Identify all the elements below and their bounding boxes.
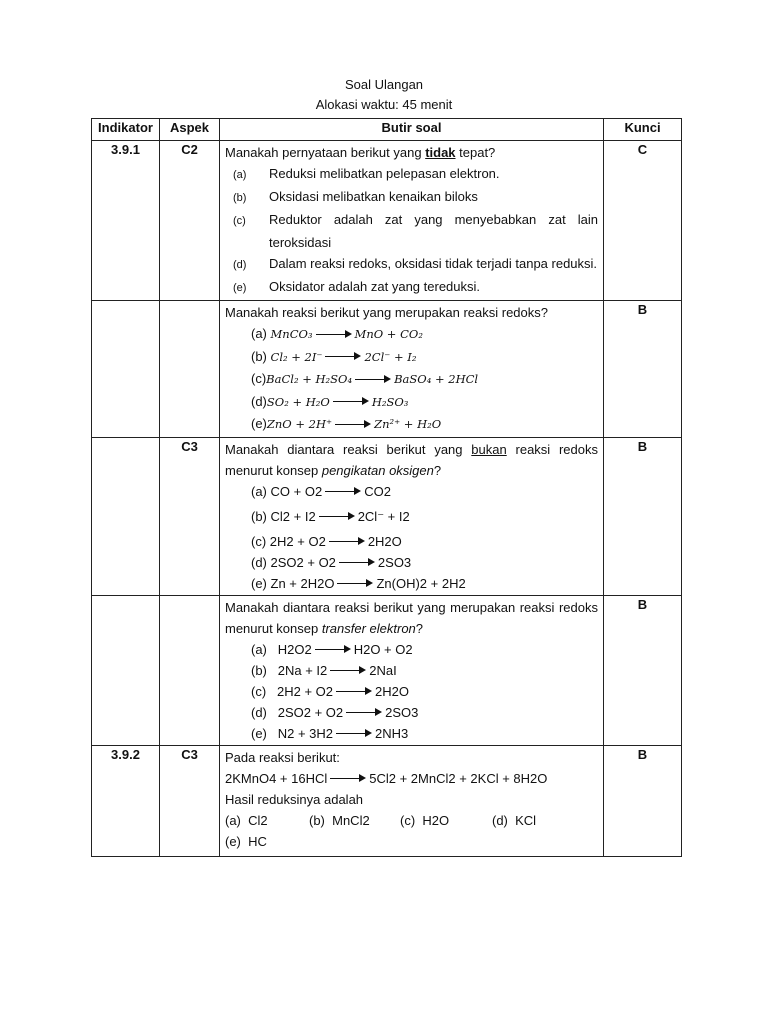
question-part: Manakah diantara reaksi berikut yang bbox=[225, 441, 472, 457]
option-label: (e) bbox=[251, 416, 267, 431]
equation-products: 2SO3 bbox=[377, 554, 412, 570]
option-d bbox=[225, 702, 598, 723]
option-label: (d) bbox=[251, 704, 267, 720]
option-text: Dalam reaksi redoks, oksidasi tidak terjadi tanpa reduksi. bbox=[269, 256, 598, 271]
document-title: Soal Ulangan bbox=[344, 77, 424, 92]
question-part: Manakah pernyataan berikut yang bbox=[225, 145, 426, 160]
equation-products: Zn(OH)2 + 2H2 bbox=[376, 575, 466, 591]
equation-products: 2NH3 bbox=[375, 725, 409, 741]
option-text: HC bbox=[248, 833, 267, 849]
option-label: (a) bbox=[225, 812, 241, 828]
option-text: Reduksi melibatkan pelepasan elektron. bbox=[269, 166, 500, 181]
kunci-cell: B bbox=[604, 437, 682, 595]
equation-reactants: BaCl₂ + H₂SO₄ bbox=[266, 372, 353, 386]
option-c bbox=[400, 810, 492, 831]
indikator-cell bbox=[92, 437, 160, 595]
option-a bbox=[225, 163, 598, 186]
question-part: Manakah diantara reaksi berikut yang merupakan reaksi redoks menurut konsep bbox=[225, 599, 598, 636]
concept-term: transfer elektron bbox=[321, 620, 416, 636]
option-label: (d) bbox=[492, 812, 508, 828]
arrow-icon bbox=[329, 538, 365, 546]
option-e bbox=[225, 723, 598, 744]
equation-reactants: CO + O2 bbox=[270, 483, 323, 499]
option-text: Cl2 bbox=[248, 812, 268, 828]
indikator-cell: 3.9.1 bbox=[92, 141, 160, 301]
question-cell bbox=[220, 595, 604, 745]
question-table bbox=[91, 118, 682, 857]
emphasis-word: bukan bbox=[471, 441, 507, 457]
arrow-icon bbox=[333, 398, 369, 406]
option-d bbox=[225, 391, 598, 414]
equation-reactants: 2Na + I2 bbox=[277, 662, 328, 678]
equation-products: 5Cl2 + 2MnCl2 + 2KCl + 8H2O bbox=[369, 770, 548, 786]
arrow-icon bbox=[330, 775, 366, 783]
equation-reactants: Cl₂ + 2I⁻ bbox=[270, 349, 323, 364]
arrow-icon bbox=[346, 709, 382, 717]
option-a bbox=[225, 639, 598, 660]
options-line bbox=[225, 810, 598, 831]
arrow-icon bbox=[315, 646, 351, 654]
header-kunci: Kunci bbox=[604, 119, 682, 141]
equation-products: 2Cl⁻ + I2 bbox=[357, 508, 410, 524]
option-label: (b) bbox=[251, 348, 267, 364]
aspek-cell: C3 bbox=[160, 745, 220, 856]
option-d bbox=[225, 253, 598, 276]
option-e bbox=[225, 276, 598, 299]
equation-reactants: Cl2 + I2 bbox=[270, 508, 316, 524]
option-label: (b) bbox=[251, 662, 267, 678]
arrow-icon bbox=[319, 513, 355, 521]
option-a bbox=[225, 810, 309, 831]
question-cell bbox=[220, 437, 604, 595]
emphasis-word: tidak bbox=[425, 145, 456, 160]
aspek-cell: C3 bbox=[160, 437, 220, 595]
question-text bbox=[225, 439, 598, 481]
option-label: (c) bbox=[233, 215, 246, 227]
question-cell bbox=[220, 745, 604, 856]
indikator-cell bbox=[92, 301, 160, 438]
option-e bbox=[225, 413, 598, 436]
question-text: Manakah reaksi berikut yang merupakan reaksi redoks? bbox=[225, 305, 549, 320]
question-part: tepat? bbox=[455, 145, 496, 160]
equation-products: Zn²⁺ + H₂O bbox=[374, 417, 442, 431]
concept-term: pengikatan oksigen bbox=[321, 462, 434, 478]
equation-products: BaSO₄ + 2HCl bbox=[394, 372, 479, 386]
equation-reactants: MnCO₃ bbox=[270, 327, 313, 341]
equation-products: H2O + O2 bbox=[353, 641, 413, 657]
option-text: KCl bbox=[515, 812, 537, 828]
equation-products: 2H2O bbox=[367, 533, 402, 549]
option-d bbox=[225, 552, 598, 573]
equation-reactants: H2O2 bbox=[277, 641, 312, 657]
arrow-icon bbox=[335, 421, 371, 429]
equation-reactants: 2SO2 + O2 bbox=[270, 554, 336, 570]
table-header-row bbox=[92, 119, 682, 141]
option-label: (a) bbox=[233, 169, 247, 181]
option-label: (b) bbox=[233, 192, 247, 204]
option-label: (a) bbox=[251, 483, 267, 499]
equation-reactants: N2 + 3H2 bbox=[277, 725, 334, 741]
question-cell bbox=[220, 301, 604, 438]
equation-products: 2H2O bbox=[375, 683, 409, 699]
equation-reactants: 2H2 + O2 bbox=[277, 683, 334, 699]
option-label: (d) bbox=[251, 554, 267, 570]
header-butir-soal: Butir soal bbox=[220, 119, 604, 141]
arrow-icon bbox=[337, 580, 373, 588]
option-text: Oksidator adalah zat yang tereduksi. bbox=[269, 279, 481, 294]
equation-reactants: 2KMnO4 + 16HCl bbox=[225, 770, 328, 786]
option-label: (a) bbox=[251, 641, 267, 657]
option-label: (c) bbox=[251, 683, 267, 699]
equation-reactants: 2SO2 + O2 bbox=[277, 704, 344, 720]
option-label: (e) bbox=[251, 725, 267, 741]
equation-products: 2NaI bbox=[369, 662, 397, 678]
option-d bbox=[492, 810, 536, 831]
option-label: (e) bbox=[225, 833, 241, 849]
equation-reactants: SO₂ + H₂O bbox=[266, 394, 330, 409]
option-b bbox=[225, 506, 598, 527]
option-c bbox=[225, 368, 598, 391]
option-a bbox=[225, 481, 598, 502]
aspek-cell bbox=[160, 595, 220, 745]
option-label: (d) bbox=[233, 259, 247, 271]
header-aspek: Aspek bbox=[160, 119, 220, 141]
table-row bbox=[92, 745, 682, 856]
arrow-icon bbox=[336, 688, 372, 696]
equation-reactants: ZnO + 2H⁺ bbox=[266, 417, 333, 431]
table-row bbox=[92, 301, 682, 438]
indikator-cell bbox=[92, 595, 160, 745]
table-row bbox=[92, 141, 682, 301]
option-a bbox=[225, 323, 598, 346]
question-text: Hasil reduksinya adalah bbox=[225, 791, 364, 807]
header-indikator: Indikator bbox=[92, 119, 160, 141]
equation-products: H₂SO₃ bbox=[371, 394, 409, 409]
option-c bbox=[225, 209, 598, 253]
question-text bbox=[225, 597, 598, 639]
option-text: Reduktor adalah zat yang menyebabkan zat lain teroksidasi bbox=[269, 212, 598, 250]
option-b bbox=[309, 810, 400, 831]
option-label: (b) bbox=[251, 508, 267, 524]
option-text: MnCl2 bbox=[332, 812, 370, 828]
option-b bbox=[225, 660, 598, 681]
time-allocation: Alokasi waktu: 45 menit bbox=[315, 97, 453, 112]
option-label: (a) bbox=[251, 326, 267, 341]
kunci-cell: B bbox=[604, 745, 682, 856]
option-label: (e) bbox=[251, 575, 267, 591]
equation-products: MnO + CO₂ bbox=[354, 327, 423, 341]
arrow-icon bbox=[330, 667, 366, 675]
aspek-cell bbox=[160, 301, 220, 438]
option-label: (c) bbox=[400, 812, 416, 828]
option-text: Oksidasi melibatkan kenaikan biloks bbox=[269, 189, 478, 204]
question-cell bbox=[220, 141, 604, 301]
equation-reactants: 2H2 + O2 bbox=[269, 533, 326, 549]
question-text bbox=[225, 142, 598, 163]
table-row bbox=[92, 595, 682, 745]
option-label: (e) bbox=[233, 282, 247, 294]
arrow-icon bbox=[325, 353, 361, 361]
aspek-cell: C2 bbox=[160, 141, 220, 301]
arrow-icon bbox=[325, 488, 361, 496]
option-c bbox=[225, 681, 598, 702]
option-e bbox=[225, 573, 598, 594]
arrow-icon bbox=[336, 730, 372, 738]
arrow-icon bbox=[316, 331, 352, 339]
kunci-cell: B bbox=[604, 301, 682, 438]
arrow-icon bbox=[355, 376, 391, 384]
option-c bbox=[225, 531, 598, 552]
table-row bbox=[92, 437, 682, 595]
equation-products: 2SO3 bbox=[385, 704, 419, 720]
option-label: (c) bbox=[251, 533, 267, 549]
option-label: (b) bbox=[309, 812, 325, 828]
question-part: reaksi redoks menurut konsep bbox=[225, 441, 598, 478]
question-intro: Pada reaksi berikut: bbox=[225, 749, 340, 765]
indikator-cell: 3.9.2 bbox=[92, 745, 160, 856]
option-label: (d) bbox=[251, 393, 267, 409]
kunci-cell: C bbox=[604, 141, 682, 301]
arrow-icon bbox=[339, 559, 375, 567]
kunci-cell: B bbox=[604, 595, 682, 745]
reaction-equation bbox=[225, 768, 598, 789]
equation-products: CO2 bbox=[364, 483, 391, 499]
question-part: ? bbox=[415, 620, 424, 636]
option-label: (c) bbox=[251, 371, 267, 386]
equation-products: 2Cl⁻ + I₂ bbox=[364, 349, 417, 364]
option-text: H2O bbox=[422, 812, 450, 828]
question-part: ? bbox=[433, 462, 442, 478]
equation-reactants: Zn + 2H2O bbox=[270, 575, 335, 591]
option-b bbox=[225, 186, 598, 209]
option-b bbox=[225, 346, 598, 369]
option-e bbox=[225, 831, 598, 852]
